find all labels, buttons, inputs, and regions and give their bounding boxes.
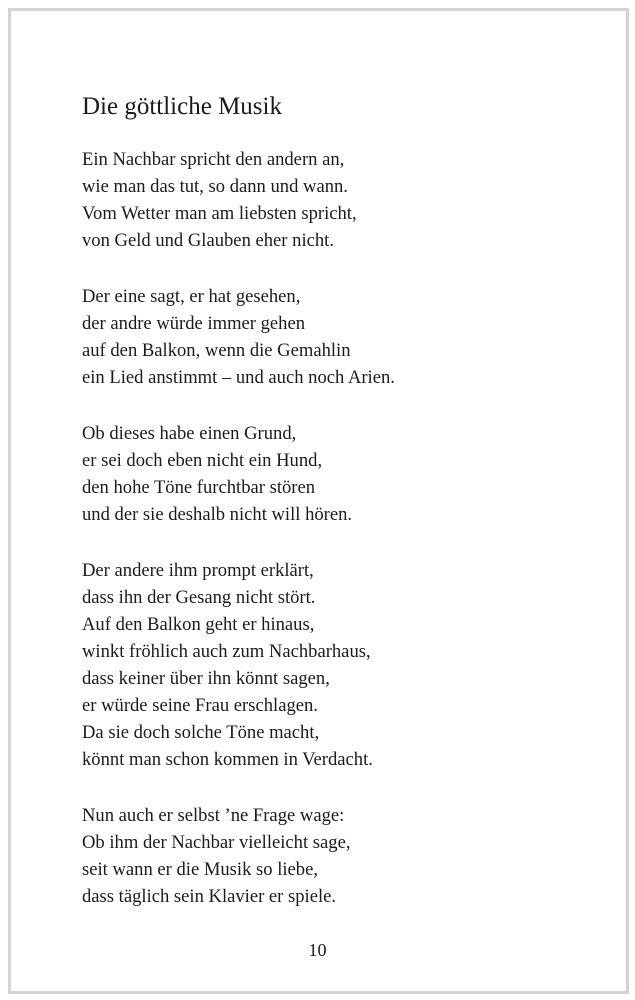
poem-line: seit wann er die Musik so liebe, — [82, 859, 318, 880]
poem-line: ein Lied anstimmt – und auch noch Arien. — [82, 367, 395, 388]
poem-line: er sei doch eben nicht ein Hund, — [82, 450, 323, 471]
poem-line: von Geld und Glauben eher nicht. — [82, 230, 334, 251]
page-number: 10 — [308, 940, 327, 960]
poem-line: auf den Balkon, wenn die Gemahlin — [82, 340, 351, 361]
poem-line: könnt man schon kommen in Verdacht. — [82, 749, 373, 770]
poem-line: Ob dieses habe einen Grund, — [82, 423, 297, 444]
poem-line: dass täglich sein Klavier er spiele. — [82, 886, 337, 907]
poem-line: Ein Nachbar spricht den andern an, — [82, 149, 345, 170]
poem-line: Der eine sagt, er hat gesehen, — [82, 286, 301, 307]
poem-line: winkt fröhlich auch zum Nachbarhaus, — [82, 641, 371, 662]
poem-line: Ob ihm der Nachbar vielleicht sage, — [82, 832, 351, 853]
poem-line: dass ihn der Gesang nicht stört. — [82, 587, 316, 608]
poem-line: und der sie deshalb nicht will hören. — [82, 504, 353, 525]
stanza-2 — [82, 283, 395, 391]
stanza-5 — [82, 802, 350, 910]
poem-line: dass keiner über ihn könnt sagen, — [82, 668, 330, 689]
poem-line: Der andere ihm prompt erklärt, — [82, 560, 314, 581]
poem-line: Nun auch er selbst ’ne Frage wage: — [82, 805, 345, 826]
poem-title: Die göttliche Musik — [82, 93, 282, 120]
poem-line: Auf den Balkon geht er hinaus, — [82, 614, 315, 635]
poem-line: den hohe Töne furchtbar stören — [82, 477, 316, 498]
poem-line: er würde seine Frau erschlagen. — [82, 695, 318, 716]
poem-line: Da sie doch solche Töne macht, — [82, 722, 320, 743]
stanza-4 — [82, 557, 373, 773]
stanza-1 — [82, 146, 357, 254]
poem-line: der andre würde immer gehen — [82, 313, 306, 334]
poem-line: Vom Wetter man am liebsten spricht, — [82, 203, 357, 224]
poem-line: wie man das tut, so dann und wann. — [82, 176, 348, 197]
stanza-3 — [82, 420, 352, 528]
